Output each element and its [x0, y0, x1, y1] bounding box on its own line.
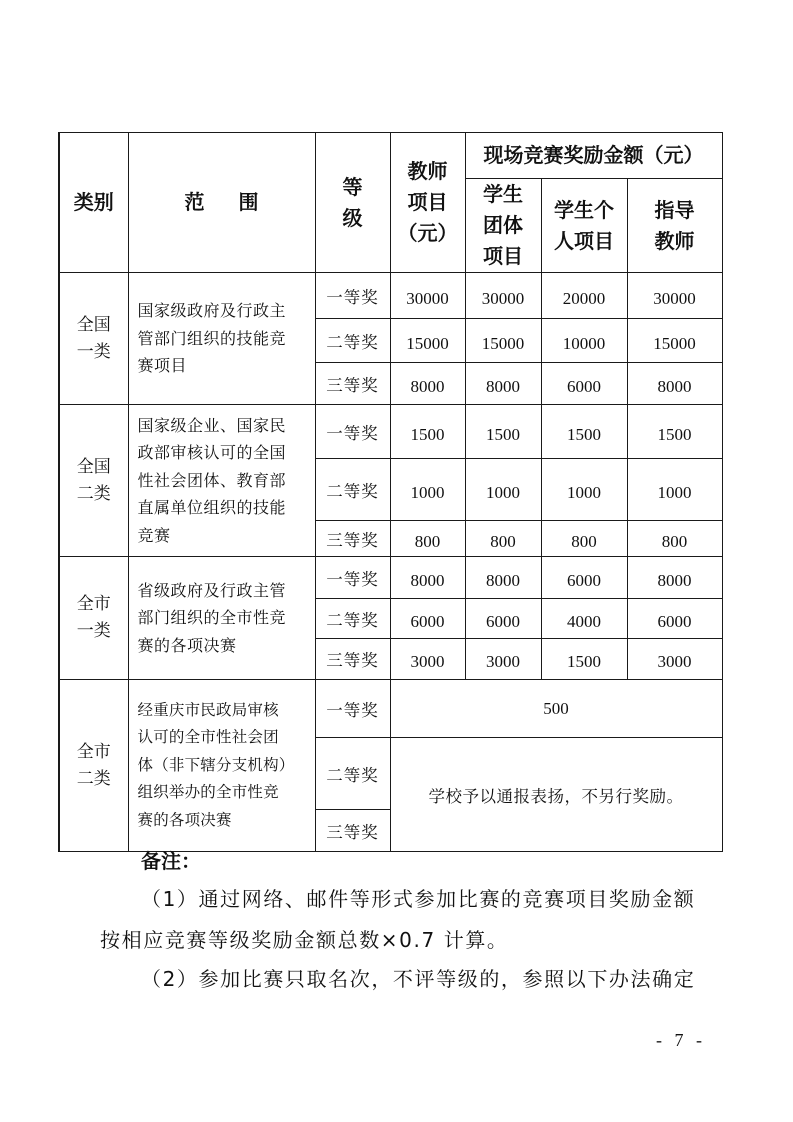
instructor-amount: 3000	[627, 639, 722, 680]
award-table	[58, 132, 723, 852]
team-amount: 30000	[465, 273, 541, 319]
teacher-amount: 1000	[390, 459, 465, 521]
note-paragraph-1-line-1: （1）通过网络、邮件等形式参加比赛的竞赛项目奖励金额	[141, 887, 696, 911]
grade-cell: 一等奖	[315, 680, 390, 738]
grade-cell: 三等奖	[315, 363, 390, 405]
individual-amount: 20000	[541, 273, 627, 319]
header-student-team: 学生 团体 项目	[465, 179, 541, 273]
instructor-amount: 8000	[627, 363, 722, 405]
grade-cell: 一等奖	[315, 273, 390, 319]
instructor-amount: 30000	[627, 273, 722, 319]
grade-cell: 二等奖	[315, 599, 390, 639]
header-category: 类别	[59, 133, 128, 273]
individual-amount: 6000	[541, 557, 627, 599]
individual-amount: 10000	[541, 319, 627, 363]
instructor-amount: 6000	[627, 599, 722, 639]
grade-cell: 二等奖	[315, 738, 390, 810]
category-cell: 全国 二类	[59, 405, 128, 557]
category-cell: 全市 一类	[59, 557, 128, 680]
team-amount: 15000	[465, 319, 541, 363]
header-teacher-project: 教师 项目 （元）	[390, 133, 465, 273]
teacher-amount: 6000	[390, 599, 465, 639]
team-amount: 3000	[465, 639, 541, 680]
table-row	[59, 680, 722, 738]
teacher-amount: 30000	[390, 273, 465, 319]
teacher-amount: 8000	[390, 363, 465, 405]
individual-amount: 800	[541, 521, 627, 557]
header-onsite-reward: 现场竞赛奖励金额（元）	[465, 133, 722, 179]
header-instructor: 指导 教师	[627, 179, 722, 273]
instructor-amount: 800	[627, 521, 722, 557]
team-amount: 1500	[465, 405, 541, 459]
individual-amount: 1500	[541, 405, 627, 459]
team-amount: 1000	[465, 459, 541, 521]
table-row	[59, 405, 722, 459]
instructor-amount: 1000	[627, 459, 722, 521]
teacher-amount: 3000	[390, 639, 465, 680]
individual-amount: 4000	[541, 599, 627, 639]
note-paragraph-1-line-2: 按相应竞赛等级奖励金额总数×0.7 计算。	[100, 928, 509, 952]
team-amount: 6000	[465, 599, 541, 639]
instructor-amount: 1500	[627, 405, 722, 459]
notes-title: 备注：	[141, 849, 201, 873]
note-paragraph-2-line-1: （2）参加比赛只取名次，不评等级的，参照以下办法确定	[141, 967, 696, 991]
grade-cell: 一等奖	[315, 405, 390, 459]
team-amount: 800	[465, 521, 541, 557]
grade-cell: 三等奖	[315, 639, 390, 680]
teacher-amount: 1500	[390, 405, 465, 459]
scope-cell: 国家级政府及行政主 管部门组织的技能竞 赛项目	[128, 273, 315, 405]
team-amount: 8000	[465, 363, 541, 405]
team-amount: 8000	[465, 557, 541, 599]
grade-cell: 二等奖	[315, 319, 390, 363]
header-grade: 等 级	[315, 133, 390, 273]
no-reward-note: 学校予以通报表扬，不另行奖励。	[390, 738, 722, 852]
table-row	[59, 273, 722, 319]
teacher-amount: 15000	[390, 319, 465, 363]
table-row	[59, 557, 722, 599]
grade-cell: 一等奖	[315, 557, 390, 599]
grade-cell: 三等奖	[315, 810, 390, 852]
page-number: - 7 -	[656, 1030, 706, 1050]
individual-amount: 6000	[541, 363, 627, 405]
scope-cell: 国家级企业、国家民 政部审核认可的全国 性社会团体、教育部 直属单位组织的技能 竞赛	[128, 405, 315, 557]
teacher-amount: 800	[390, 521, 465, 557]
individual-amount: 1500	[541, 639, 627, 680]
teacher-amount: 8000	[390, 557, 465, 599]
category-cell: 全国 一类	[59, 273, 128, 405]
scope-cell: 经重庆市民政局审核 认可的全市性社会团 体（非下辖分支机构） 组织举办的全市性竞 赛的各项决赛	[128, 680, 315, 852]
instructor-amount: 8000	[627, 557, 722, 599]
header-scope: 范 围	[128, 133, 315, 273]
header-student-individual: 学生个 人项目	[541, 179, 627, 273]
grade-cell: 三等奖	[315, 521, 390, 557]
individual-amount: 1000	[541, 459, 627, 521]
instructor-amount: 15000	[627, 319, 722, 363]
category-cell: 全市 二类	[59, 680, 128, 852]
grade-cell: 二等奖	[315, 459, 390, 521]
scope-cell: 省级政府及行政主管 部门组织的全市性竞 赛的各项决赛	[128, 557, 315, 680]
first-prize-amount: 500	[390, 680, 722, 738]
